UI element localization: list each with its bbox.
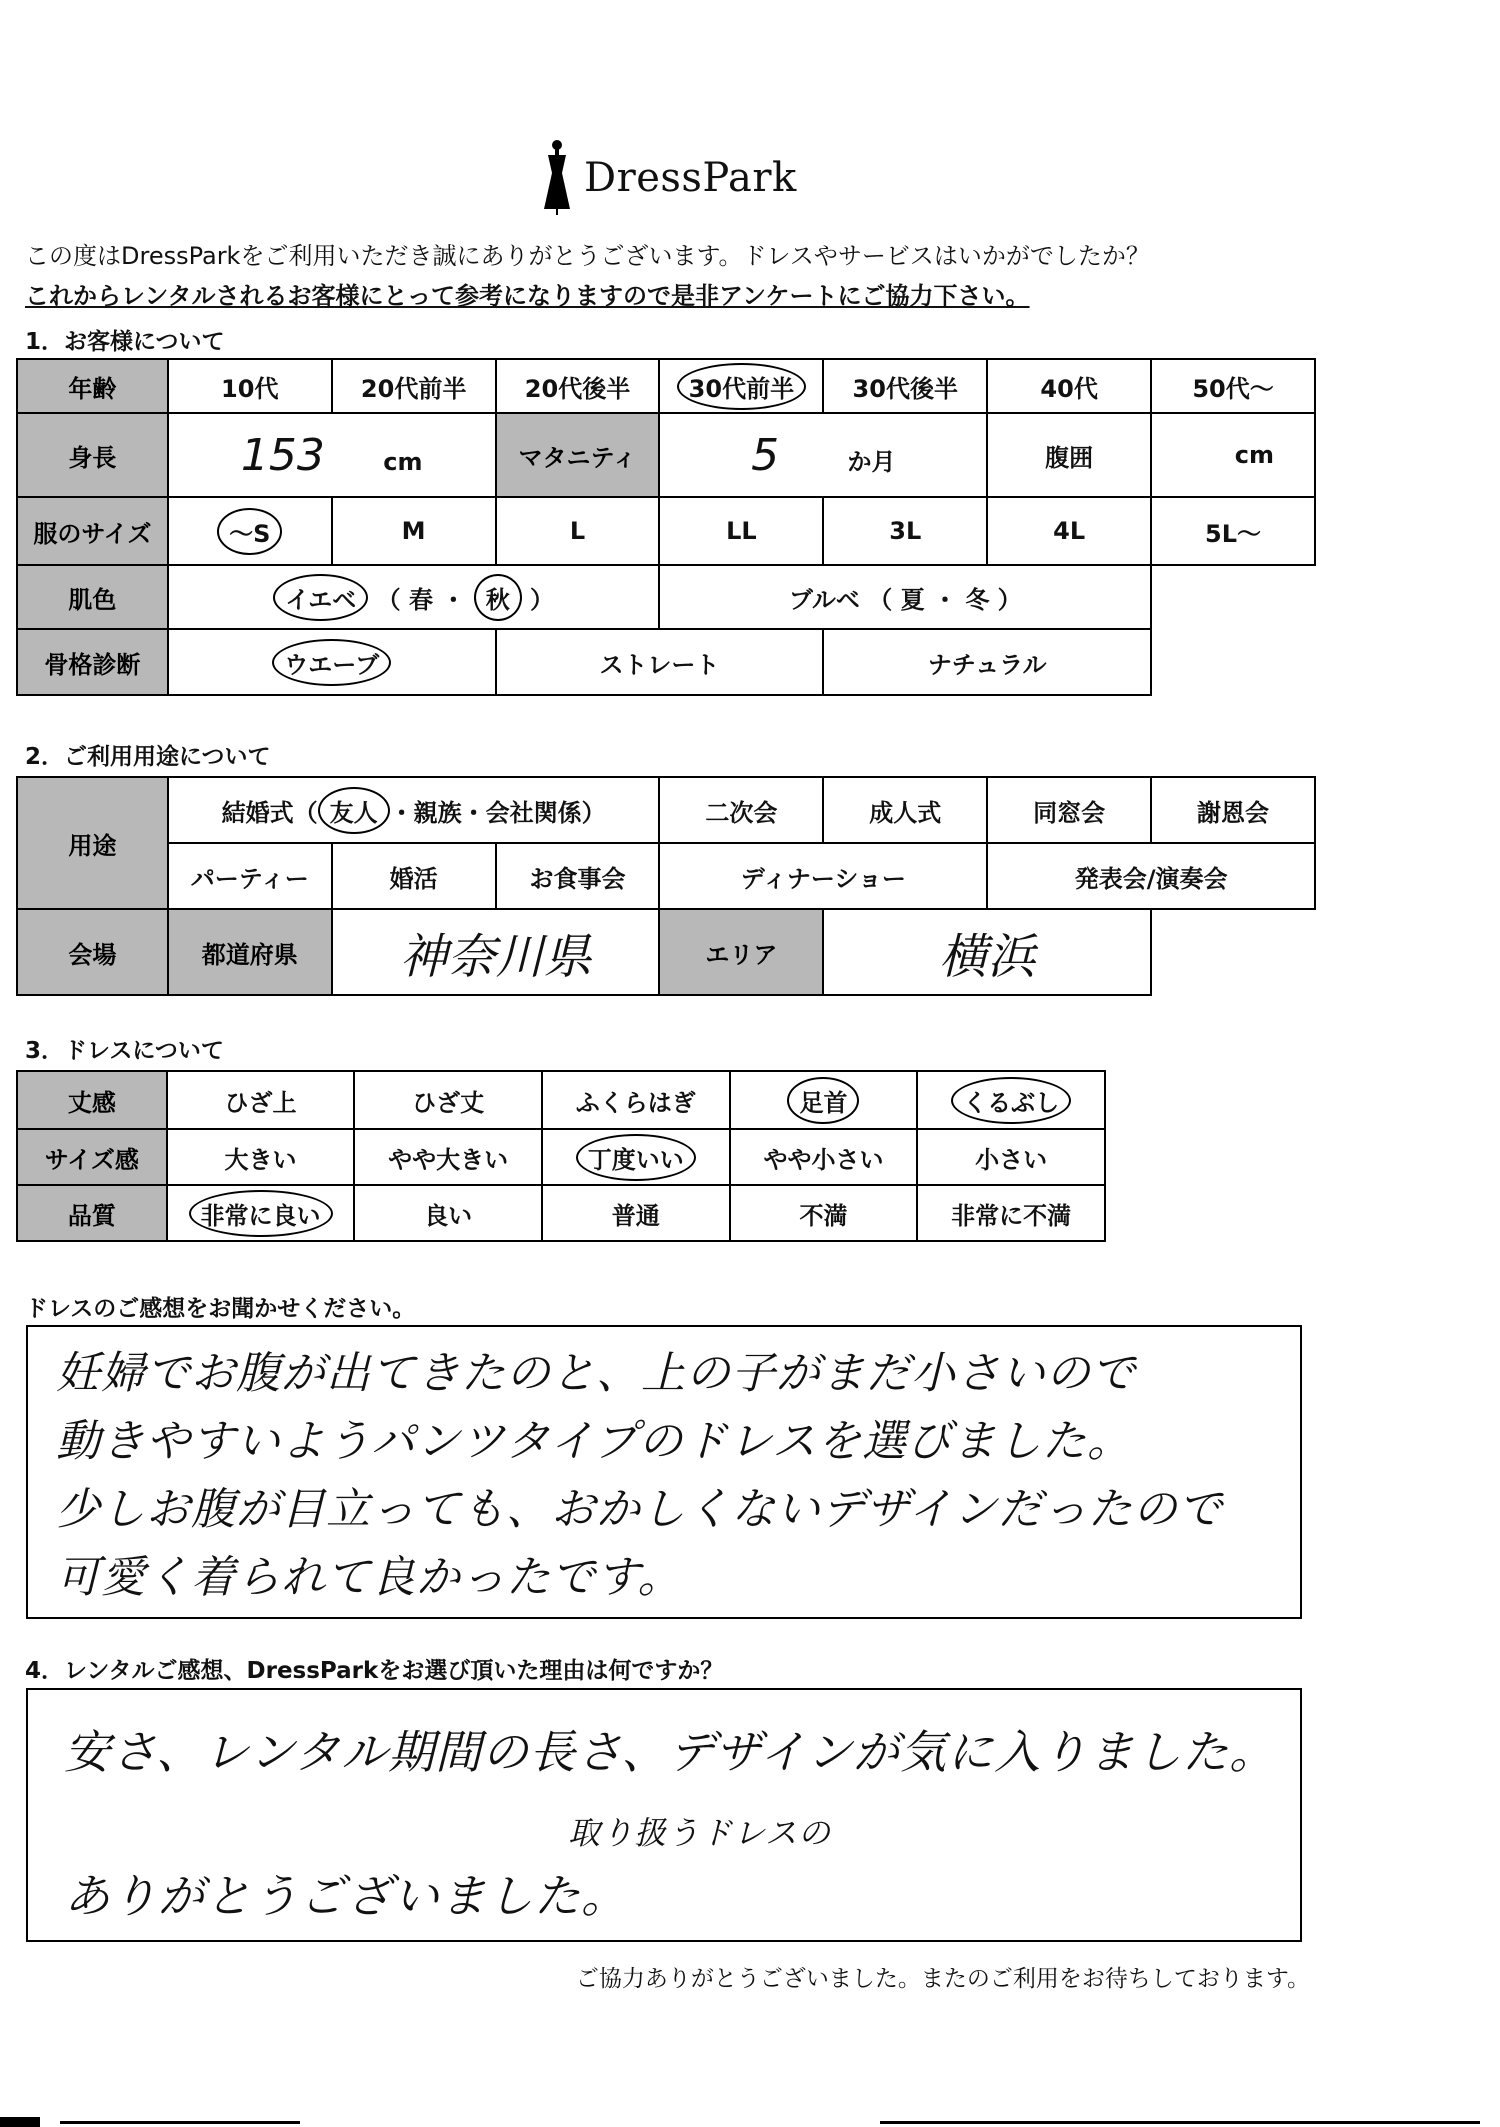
section2-title: 2．ご利用用途について xyxy=(25,744,271,770)
quality-good[interactable]: 良い xyxy=(354,1185,542,1241)
wedding-label: 結婚式 xyxy=(221,798,294,827)
impressions-title: ドレスのご感想をお聞かせください。 xyxy=(25,1296,416,1322)
age-early-20s[interactable]: 20代前半 xyxy=(332,359,496,413)
dress-mannequin-icon xyxy=(540,139,574,217)
waist-label: 腹囲 xyxy=(987,413,1151,497)
skin-winter: 冬 xyxy=(965,585,990,614)
waist-cell[interactable] xyxy=(1151,413,1315,497)
venue-empty xyxy=(1151,909,1315,995)
waist-unit: cm xyxy=(1234,441,1274,469)
usage-party[interactable]: パーティー xyxy=(168,843,332,909)
quality-label: 品質 xyxy=(17,1185,167,1241)
size-4l[interactable]: 4L xyxy=(987,497,1151,565)
maternity-cell[interactable] xyxy=(659,413,987,497)
length-anklebone[interactable] xyxy=(917,1071,1105,1129)
impressions-line-1: 妊婦でお腹が出てきたのと、上の子がまだ小さいので xyxy=(56,1348,1136,1399)
section1-title: 1．お客様について xyxy=(25,329,225,355)
height-value: 153 xyxy=(240,429,325,481)
frame-wave-selected: ウエーブ xyxy=(272,639,391,686)
size-s-selected: ～S xyxy=(217,508,282,555)
usage-wedding[interactable]: 結婚式（ 友人 ・親族・会社関係） xyxy=(168,777,660,843)
section4-title: 4．レンタルご感想、DressParkをお選び頂いた理由は何ですか？ xyxy=(25,1658,724,1684)
reason-line-1: 安さ、レンタル期間の長さ、デザインが気に入りました。 xyxy=(64,1725,1277,1779)
quality-dissatisfied[interactable]: 不満 xyxy=(730,1185,918,1241)
area-label: エリア xyxy=(659,909,823,995)
height-cell[interactable] xyxy=(168,413,496,497)
brand-name: DressPark xyxy=(584,155,797,201)
brand-logo xyxy=(540,128,797,228)
frame-straight[interactable]: ストレート xyxy=(496,629,824,695)
intro-line-2: これからレンタルされるお客様にとって参考になりますので是非アンケートにご協力下さい。 xyxy=(25,282,1030,310)
usage-dinner-show[interactable]: ディナーショー xyxy=(659,843,987,909)
age-10s[interactable]: 10代 xyxy=(168,359,332,413)
usage-reunion[interactable]: 同窓会 xyxy=(987,777,1151,843)
skin-blue-cell[interactable]: ブルベ （ 夏 ・ 冬 ） xyxy=(659,565,1151,629)
fit-large[interactable]: 大きい xyxy=(167,1129,355,1185)
maternity-value: 5 xyxy=(751,429,780,481)
usage-coming-of-age[interactable]: 成人式 xyxy=(823,777,987,843)
reason-insert: 取り扱うドレスの xyxy=(568,1814,832,1852)
length-ankle-selected: 足首 xyxy=(787,1077,859,1124)
age-early-30s[interactable] xyxy=(659,359,823,413)
prefecture-value: 神奈川県 xyxy=(399,928,592,985)
usage-thanks-party[interactable]: 謝恩会 xyxy=(1151,777,1315,843)
skin-spring: 春 xyxy=(408,585,433,614)
length-ankle[interactable] xyxy=(730,1071,918,1129)
skin-yellow-selected: イエベ xyxy=(273,574,368,621)
impressions-line-4: 可愛く着られて良かったです。 xyxy=(56,1552,683,1603)
age-late-30s[interactable]: 30代後半 xyxy=(823,359,987,413)
frame-natural[interactable]: ナチュラル xyxy=(823,629,1151,695)
usage-afterparty[interactable]: 二次会 xyxy=(659,777,823,843)
size-s[interactable] xyxy=(168,497,332,565)
customer-table xyxy=(16,358,1316,696)
fit-small[interactable]: 小さい xyxy=(917,1129,1105,1185)
fit-just-right-selected: 丁度いい xyxy=(576,1134,696,1181)
quality-very-good[interactable] xyxy=(167,1185,355,1241)
skin-autumn-selected: 秋 xyxy=(474,574,522,621)
length-calf[interactable]: ふくらはぎ xyxy=(542,1071,730,1129)
area-cell[interactable] xyxy=(823,909,1151,995)
area-value: 横浜 xyxy=(939,928,1036,985)
skin-blue: ブルベ xyxy=(788,585,860,614)
usage-table xyxy=(16,776,1316,996)
length-anklebone-selected: くるぶし xyxy=(951,1077,1071,1124)
quality-average[interactable]: 普通 xyxy=(542,1185,730,1241)
length-label: 丈感 xyxy=(17,1071,167,1129)
prefecture-cell[interactable] xyxy=(332,909,660,995)
maternity-label: マタニティ xyxy=(496,413,660,497)
size-l[interactable]: L xyxy=(496,497,660,565)
frame-empty xyxy=(1151,629,1315,695)
section3-title: 3．ドレスについて xyxy=(25,1038,224,1064)
footer-text: ご協力ありがとうございました。またのご利用をお待ちしております。 xyxy=(575,1966,1310,1992)
skin-empty xyxy=(1151,565,1315,629)
size-label: 服のサイズ xyxy=(17,497,168,565)
maternity-unit: か月 xyxy=(847,447,896,476)
height-label: 身長 xyxy=(17,413,168,497)
quality-very-dissatisfied[interactable]: 非常に不満 xyxy=(917,1185,1105,1241)
impressions-line-3: 少しお腹が目立っても、おかしくないデザインだったので xyxy=(56,1484,1223,1535)
usage-dinner[interactable]: お食事会 xyxy=(496,843,660,909)
size-5l[interactable]: 5L～ xyxy=(1151,497,1315,565)
dress-table xyxy=(16,1070,1106,1242)
age-early-30s-selected: 30代前半 xyxy=(677,363,806,410)
usage-konkatsu[interactable]: 婚活 xyxy=(332,843,496,909)
impressions-box[interactable] xyxy=(26,1325,1302,1619)
fit-slightly-small[interactable]: やや小さい xyxy=(730,1129,918,1185)
usage-recital[interactable]: 発表会/演奏会 xyxy=(987,843,1315,909)
reason-line-2: ありがとうございました。 xyxy=(64,1869,628,1923)
reason-box[interactable] xyxy=(26,1688,1302,1942)
fit-just-right[interactable] xyxy=(542,1129,730,1185)
size-ll[interactable]: LL xyxy=(659,497,823,565)
length-knee[interactable]: ひざ丈 xyxy=(354,1071,542,1129)
venue-label: 会場 xyxy=(17,909,168,995)
prefecture-label: 都道府県 xyxy=(168,909,332,995)
frame-label: 骨格診断 xyxy=(17,629,168,695)
size-m[interactable]: M xyxy=(332,497,496,565)
frame-wave[interactable] xyxy=(168,629,496,695)
age-40s[interactable]: 40代 xyxy=(987,359,1151,413)
height-unit: cm xyxy=(383,447,423,476)
wedding-friend-selected: 友人 xyxy=(318,787,390,834)
quality-very-good-selected: 非常に良い xyxy=(189,1190,333,1237)
length-above-knee[interactable]: ひざ上 xyxy=(167,1071,355,1129)
skin-yellow-cell[interactable]: イエベ （ 春 ・ 秋 ） xyxy=(168,565,660,629)
fit-slightly-large[interactable]: やや大きい xyxy=(354,1129,542,1185)
fit-label: サイズ感 xyxy=(17,1129,167,1185)
scan-edge-marks xyxy=(0,2113,1500,2127)
size-3l[interactable]: 3L xyxy=(823,497,987,565)
age-50s[interactable]: 50代～ xyxy=(1151,359,1315,413)
age-late-20s[interactable]: 20代後半 xyxy=(496,359,660,413)
age-label: 年齢 xyxy=(17,359,168,413)
impressions-line-2: 動きやすいようパンツタイプのドレスを選びました。 xyxy=(56,1416,1133,1467)
usage-label: 用途 xyxy=(17,777,168,909)
skin-summer: 夏 xyxy=(900,585,925,614)
skin-label: 肌色 xyxy=(17,565,168,629)
wedding-relatives: 親族・会社関係 xyxy=(413,798,582,827)
intro-line-1: この度はDressParkをご利用いただき誠にありがとうございます。ドレスやサービスはいかがでしたか？ xyxy=(25,242,1150,270)
